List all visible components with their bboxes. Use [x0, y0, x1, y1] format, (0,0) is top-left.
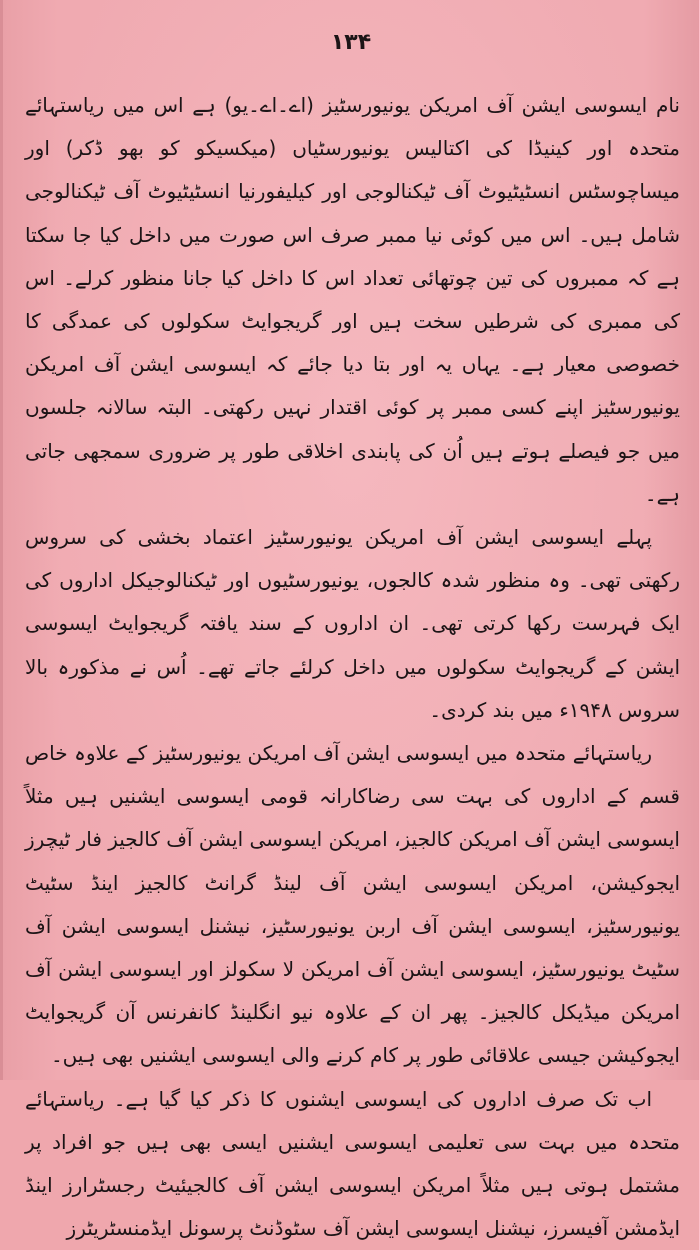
paragraph-4: اب تک صرف اداروں کی ایسوسی ایشنوں کا ذکر کیا گیا ہے۔ ریاستہائے متحدہ میں بہت سی تعلیمی ایسوسی ایشنیں ایسی بھی ہیں جو افراد پر مشتمل ہوتی ہیں مثلاً امریکن ایسوسی ایشن آف کالجیئیٹ رجسٹرارز اینڈ ایڈمشن آفیسرز، نیشنل ایسوسی ایشن آف سٹوڈنٹ پرسونل ایڈمنسٹریٹرز [25, 1086, 680, 1241]
paragraph-2: پہلے ایسوسی ایشن آف امریکن یونیورسٹیز اعتماد بخشی کی سروس رکھتی تھی۔ وہ منظور شدہ کالجوں، یونیورسٹیوں اور ٹیکنالوجیکل اداروں کی ایک فہرست رکھا کرتی تھی۔ ان اداروں کے سند یافتہ گریجوایٹ ایسوسی ایشن کے گریجوایٹ سکولوں میں داخل کرلئے جاتے تھے۔ اُس نے مذکورہ بالا سروس ۱۹۴۸ء میں بند کردی۔ [25, 525, 680, 722]
paragraph-1: نام ایسوسی ایشن آف امریکن یونیورسٹیز (اے۔اے۔یو) ہے اس میں ریاستہائے متحدہ اور کینیڈا کی اکتالیس یونیورسٹیاں (میکسیکو کو بھو ڈکر) اور میساچوسٹس انسٹیٹیوٹ آف ٹیکنالوجی اور کیلیفورنیا انسٹیٹیوٹ آف ٹیکنالوجی شامل ہیں۔ اس میں کوئی نیا ممبر صرف اس صورت میں داخل کیا جا سکتا ہے کہ ممبروں کی تین چوتھائی تعداد اس کا داخل کیا جانا منظور کرلے۔ اس کی ممبری کی شرطیں سخت ہیں اور گریجوایٹ سکولوں کی عمدگی کا خصوصی معیار ہے۔ یہاں یہ اور بتا دیا جائے کہ ایسوسی ایشن آف امریکن یونیورسٹیز اپنے کسی ممبر پر کوئی اقتدار نہیں رکھتی۔ البتہ سالانہ جلسوں میں جو فیصلے ہوتے ہیں اُن کی پابندی اخلاقی طور پر ضروری سمجھی جاتی ہے۔ [25, 93, 680, 506]
page-number: ۱۳۴ [330, 30, 372, 55]
paragraph-3: ریاستہائے متحدہ میں ایسوسی ایشن آف امریکن یونیورسٹیز کے علاوہ خاص قسم کے اداروں کی بہت سی رضاکارانہ قومی ایسوسی ایشنیں ہیں مثلاً ایسوسی ایشن آف امریکن کالجیز، امریکن ایسوسی ایشن آف کالجیز فار ٹیچرز ایجوکیشن، امریکن ایسوسی ایشن آف لینڈ گرانٹ کالجیز اینڈ سٹیٹ یونیورسٹیز، ایسوسی ایشن آف اربن یونیورسٹیز، نیشنل ایسوسی ایشن آف سٹیٹ یونیورسٹیز، ایسوسی ایشن آف امریکن لا سکولز اور ایسوسی ایشن آف امریکن میڈیکل کالجیز۔ پھر ان کے علاوہ نیو انگلینڈ کانفرنس آن گریجوایٹ ایجوکیشن جیسی علاقائی طور پر کام کرنے والی ایسوسی ایشنیں بھی ہیں۔ [25, 741, 680, 1068]
page-body [25, 84, 680, 1250]
